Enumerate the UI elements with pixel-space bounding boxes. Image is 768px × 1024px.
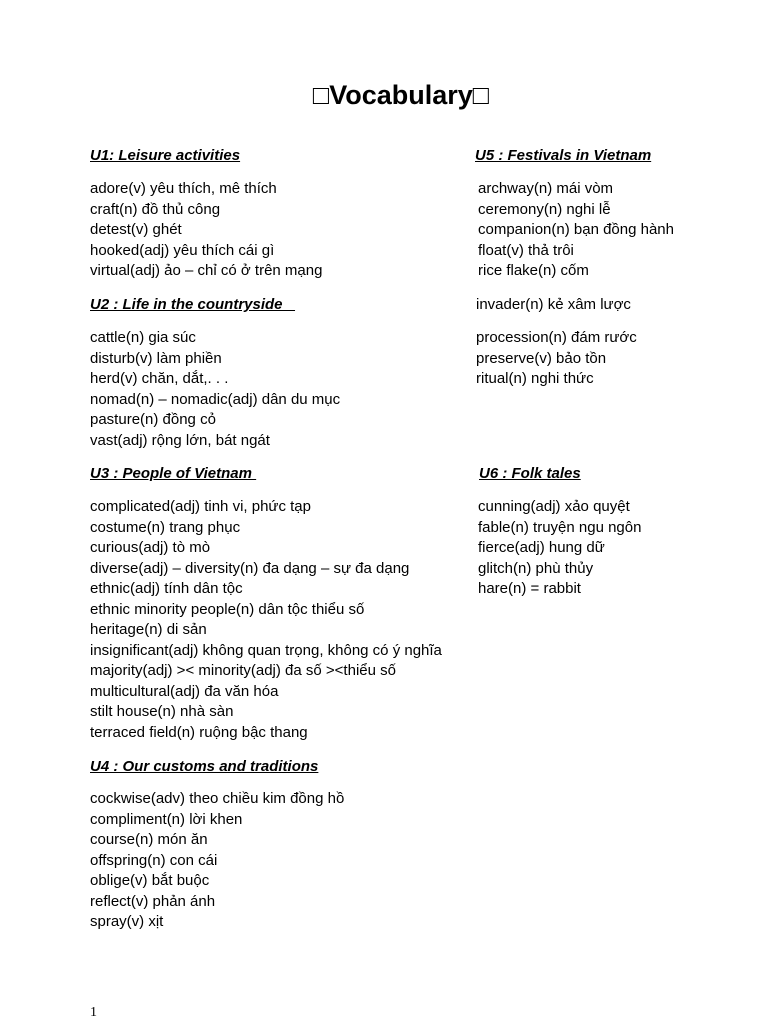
vocab-item: spray(v) xịt xyxy=(90,913,164,930)
vocab-item: invader(n) kẻ xâm lược xyxy=(476,296,631,313)
vocab-item: diverse(adj) – diversity(n) đa dạng – sự đa dạng xyxy=(90,559,410,577)
vocab-item: cunning(adj) xảo quyệt xyxy=(478,498,630,515)
unit-1-heading: U1: Leisure activities xyxy=(90,147,241,164)
vocab-item: archway(n) mái vòm xyxy=(478,180,614,197)
vocab-item: hare(n) = rabbit xyxy=(478,580,581,597)
vocab-item: procession(n) đám rước xyxy=(476,329,637,346)
unit-5-vocab-list xyxy=(478,179,674,282)
vocab-item: vast(adj) rộng lớn, bát ngát xyxy=(90,431,270,449)
vocab-item: rice flake(n) cốm xyxy=(478,262,589,279)
vocab-item: insignificant(adj) không quan trọng, không có ý nghĩa xyxy=(90,641,442,659)
vocab-item: multicultural(adj) đa văn hóa xyxy=(90,682,279,700)
unit-5-vocab-list-continued xyxy=(476,295,631,316)
unit-4-heading: U4 : Our customs and traditions xyxy=(90,758,319,775)
unit-2-heading: U2 : Life in the countryside xyxy=(90,296,296,313)
unit-1-vocab-list xyxy=(90,179,322,282)
unit-2-vocab-list xyxy=(90,328,340,451)
vocab-item: fierce(adj) hung dữ xyxy=(478,539,605,556)
vocab-item: reflect(v) phản ánh xyxy=(90,892,216,910)
vocab-item: offspring(n) con cái xyxy=(90,851,218,869)
vocab-item: costume(n) trang phục xyxy=(90,518,241,536)
unit-5-heading: U5 : Festivals in Vietnam xyxy=(475,147,652,164)
vocab-item: glitch(n) phù thủy xyxy=(478,559,594,577)
vocab-item: majority(adj) >< minority(adj) đa số ><thiểu số xyxy=(90,662,396,679)
unit-3-heading: U3 : People of Vietnam xyxy=(90,465,257,482)
vocab-item: ethnic minority people(n) dân tộc thiểu số xyxy=(90,600,365,618)
vocab-item: disturb(v) làm phiền xyxy=(90,349,222,367)
page-title: □Vocabulary□ xyxy=(312,80,490,110)
page-number: 1 xyxy=(90,1005,97,1020)
unit-6-vocab-list xyxy=(478,497,641,600)
vocab-item: heritage(n) di sản xyxy=(90,621,207,638)
vocab-item: companion(n) bạn đồng hành xyxy=(478,221,674,238)
vocab-item: ritual(n) nghi thức xyxy=(476,370,594,387)
vocab-item: nomad(n) – nomadic(adj) dân du mục xyxy=(90,390,341,408)
vocab-item: curious(adj) tò mò xyxy=(90,539,211,556)
vocab-item: stilt house(n) nhà sàn xyxy=(90,703,234,720)
vocab-item: cattle(n) gia súc xyxy=(90,329,196,346)
vocab-item: fable(n) truyện ngu ngôn xyxy=(478,518,642,536)
vocab-item: detest(v) ghét xyxy=(90,221,182,238)
vocab-item: cockwise(adv) theo chiều kim đồng hồ xyxy=(90,790,345,807)
vocab-item: course(n) món ăn xyxy=(90,831,208,848)
unit-6-heading: U6 : Folk tales xyxy=(479,465,581,482)
vocab-item: adore(v) yêu thích, mê thích xyxy=(90,180,277,197)
vocab-item: pasture(n) đồng cỏ xyxy=(90,411,216,428)
vocab-item: virtual(adj) ảo – chỉ có ở trên mạng xyxy=(90,262,323,279)
unit-3-vocab-list xyxy=(90,497,442,743)
vocab-item: compliment(n) lời khen xyxy=(90,810,243,828)
vocab-item: ceremony(n) nghi lễ xyxy=(478,200,611,218)
vocab-item: hooked(adj) yêu thích cái gì xyxy=(90,241,275,259)
vocab-item: oblige(v) bắt buộc xyxy=(90,872,210,889)
vocab-item: float(v) thả trôi xyxy=(478,241,574,259)
vocab-item: complicated(adj) tinh vi, phức tạp xyxy=(90,498,311,515)
unit-5-vocab-list-continued-2 xyxy=(476,328,637,390)
vocab-item: herd(v) chăn, dắt,. . . xyxy=(90,370,229,387)
unit-4-vocab-list xyxy=(90,789,344,933)
vocab-item: preserve(v) bảo tồn xyxy=(476,349,607,367)
vocab-item: craft(n) đồ thủ công xyxy=(90,200,221,218)
vocab-item: ethnic(adj) tính dân tộc xyxy=(90,580,243,597)
vocab-item: terraced field(n) ruộng bậc thang xyxy=(90,723,308,741)
